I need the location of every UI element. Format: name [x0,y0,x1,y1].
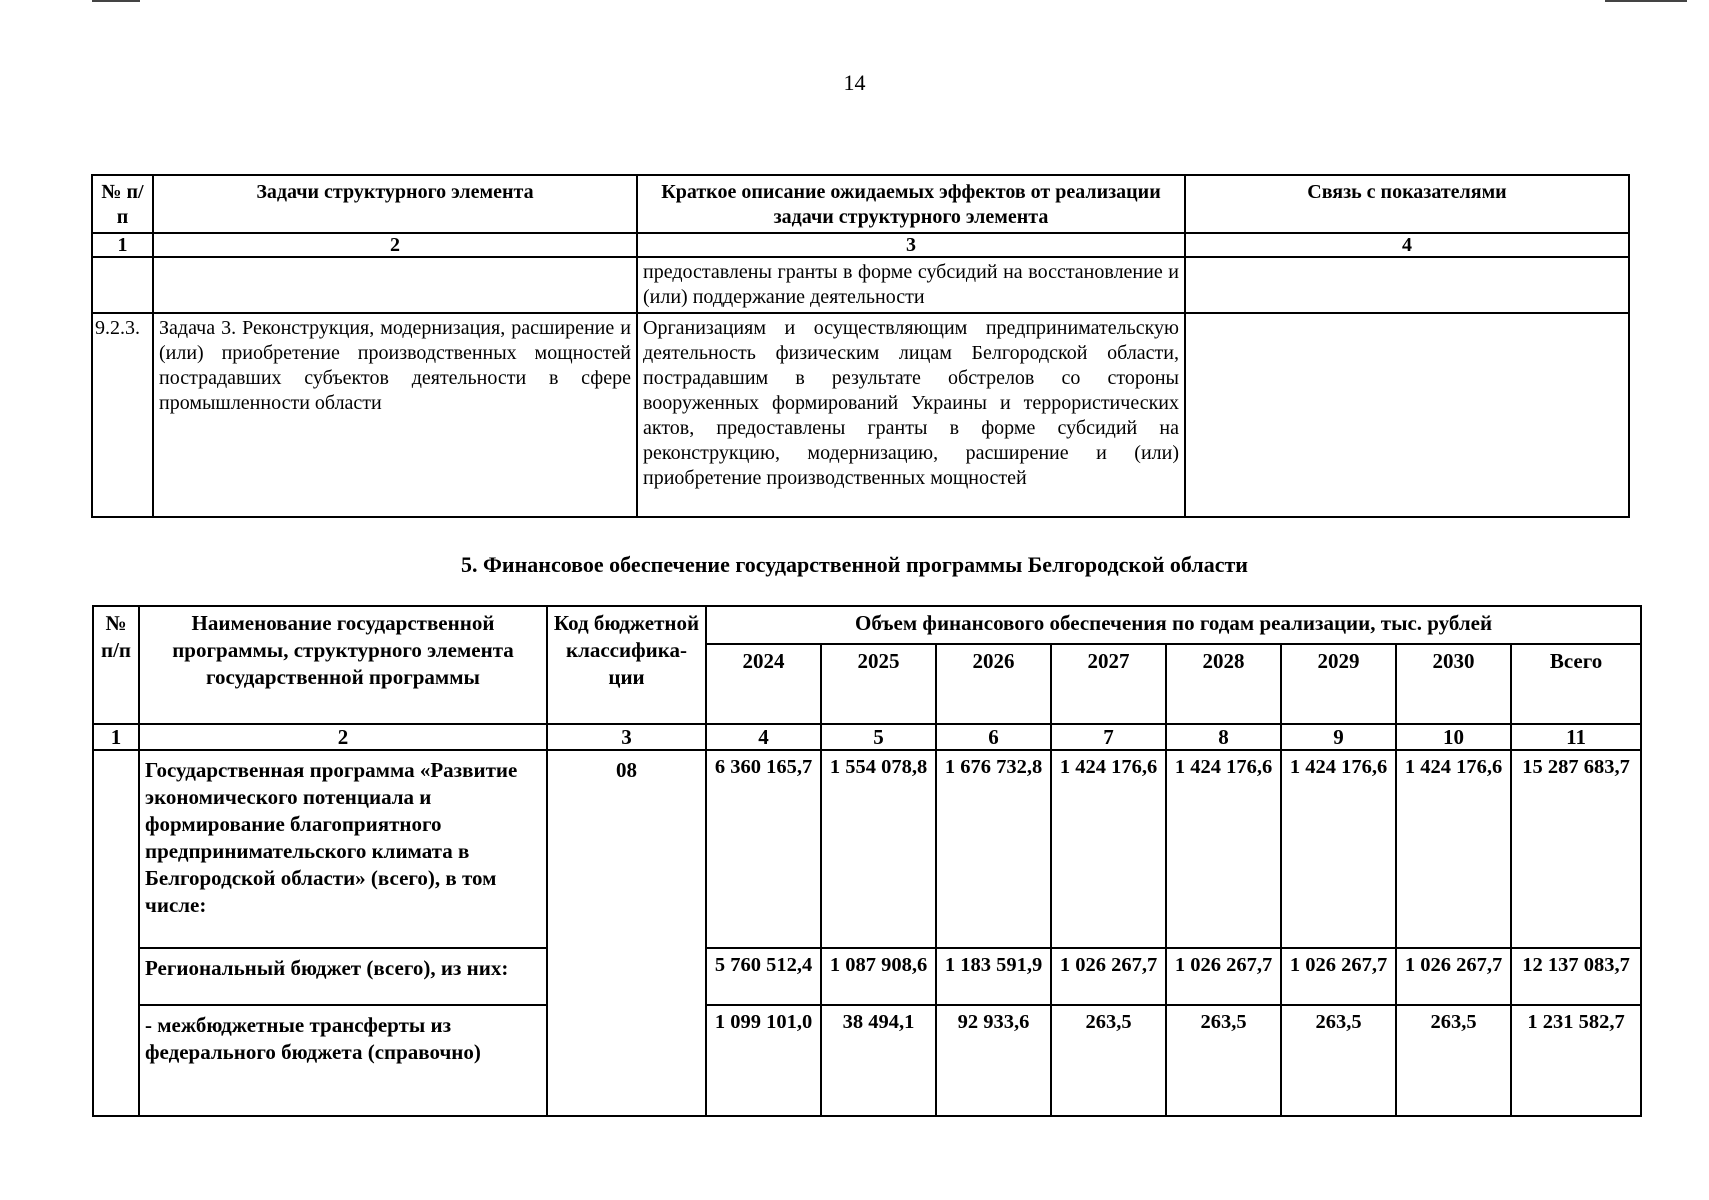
header-link: Связь с показателями [1185,175,1629,233]
row-link [1185,257,1629,313]
value-cell: 5 760 512,4 [706,948,821,1005]
value-cell: 1 183 591,9 [936,948,1051,1005]
value-cell: 1 087 908,6 [821,948,936,1005]
top-rule-right [1605,0,1687,2]
header-year-total: Всего [1511,644,1641,724]
column-number-row [92,233,1629,257]
value-cell: 1 424 176,6 [1396,750,1511,948]
value-cell: 38 494,1 [821,1005,936,1116]
table-row [93,948,1641,1005]
col-num: 2 [153,233,637,257]
col-num: 10 [1396,724,1511,750]
header-year: 2024 [706,644,821,724]
finance-table [92,605,1642,1117]
header-year: 2028 [1166,644,1281,724]
value-cell: 263,5 [1051,1005,1166,1116]
row-task [153,257,637,313]
table-row [93,1005,1641,1116]
table-row [93,750,1641,948]
row-name: Государственная программа «Развитие экономического потенциала и формирование благоприятного предпринимательского климата в Белгородской области» (всего), в том числе: [139,750,547,948]
page-number: 14 [843,70,866,95]
value-cell: 92 933,6 [936,1005,1051,1116]
col-num: 1 [92,233,153,257]
col-num: 4 [706,724,821,750]
header-year: 2025 [821,644,936,724]
value-cell: 1 676 732,8 [936,750,1051,948]
header-volume: Объем финансового обеспечения по годам реализации, тыс. рублей [706,606,1641,644]
value-cell-total: 12 137 083,7 [1511,948,1641,1005]
value-cell: 1 424 176,6 [1281,750,1396,948]
table-header-row [92,175,1629,233]
row-code: 08 [547,750,706,1116]
value-cell-total: 1 231 582,7 [1511,1005,1641,1116]
row-num [93,750,139,1116]
value-cell-total: 15 287 683,7 [1511,750,1641,948]
top-rule-left [92,0,140,2]
col-num: 6 [936,724,1051,750]
row-name: Региональный бюджет (всего), из них: [139,948,547,1005]
value-cell: 1 026 267,7 [1166,948,1281,1005]
row-num: 9.2.3. [92,313,153,517]
header-year: 2030 [1396,644,1511,724]
header-year: 2029 [1281,644,1396,724]
col-num: 1 [93,724,139,750]
col-num: 4 [1185,233,1629,257]
value-cell: 263,5 [1281,1005,1396,1116]
col-num: 5 [821,724,936,750]
header-effect: Краткое описание ожидаемых эффектов от реализации задачи структурного элемента [637,175,1185,233]
tasks-table [91,174,1630,518]
column-number-row [93,724,1641,750]
col-num: 2 [139,724,547,750]
col-num: 11 [1511,724,1641,750]
section-title: 5. Финансовое обеспечение государственной программы Белгородской области [461,552,1248,577]
row-name: - межбюджетные трансферты из федерального бюджета (справочно) [139,1005,547,1116]
header-code: Код бюджетной классифика-ции [547,606,706,724]
col-num: 7 [1051,724,1166,750]
row-effect: Организациям и осуществляющим предпринимательскую деятельность физическим лицам Белгородской области, пострадавшим в результате обстрелов со стороны вооруженных формирований Украины и террористических актов, предоставлены гранты в форме субсидий на реконструкцию, модернизацию, расширение и (или) приобретение производственных мощностей [637,313,1185,517]
header-year: 2026 [936,644,1051,724]
value-cell: 1 424 176,6 [1166,750,1281,948]
value-cell: 6 360 165,7 [706,750,821,948]
header-name: Наименование государственной программы, структурного элемента государственной программы [139,606,547,724]
table-row [92,313,1629,517]
value-cell: 1 424 176,6 [1051,750,1166,948]
col-num: 9 [1281,724,1396,750]
header-year: 2027 [1051,644,1166,724]
header-task: Задачи структурного элемента [153,175,637,233]
row-effect: предоставлены гранты в форме субсидий на восстановление и (или) поддержание деятельности [637,257,1185,313]
row-num [92,257,153,313]
header-num: № п/п [93,606,139,724]
col-num: 3 [637,233,1185,257]
table-row [92,257,1629,313]
col-num: 8 [1166,724,1281,750]
value-cell: 1 554 078,8 [821,750,936,948]
value-cell: 1 099 101,0 [706,1005,821,1116]
value-cell: 1 026 267,7 [1396,948,1511,1005]
value-cell: 263,5 [1166,1005,1281,1116]
value-cell: 263,5 [1396,1005,1511,1116]
value-cell: 1 026 267,7 [1281,948,1396,1005]
table-header-row [93,606,1641,644]
row-task: Задача 3. Реконструкция, модернизация, расширение и (или) приобретение производственных мощностей пострадавших субъектов деятельности в сфере промышленности области [153,313,637,517]
header-num: № п/п [92,175,153,233]
value-cell: 1 026 267,7 [1051,948,1166,1005]
col-num: 3 [547,724,706,750]
row-link [1185,313,1629,517]
